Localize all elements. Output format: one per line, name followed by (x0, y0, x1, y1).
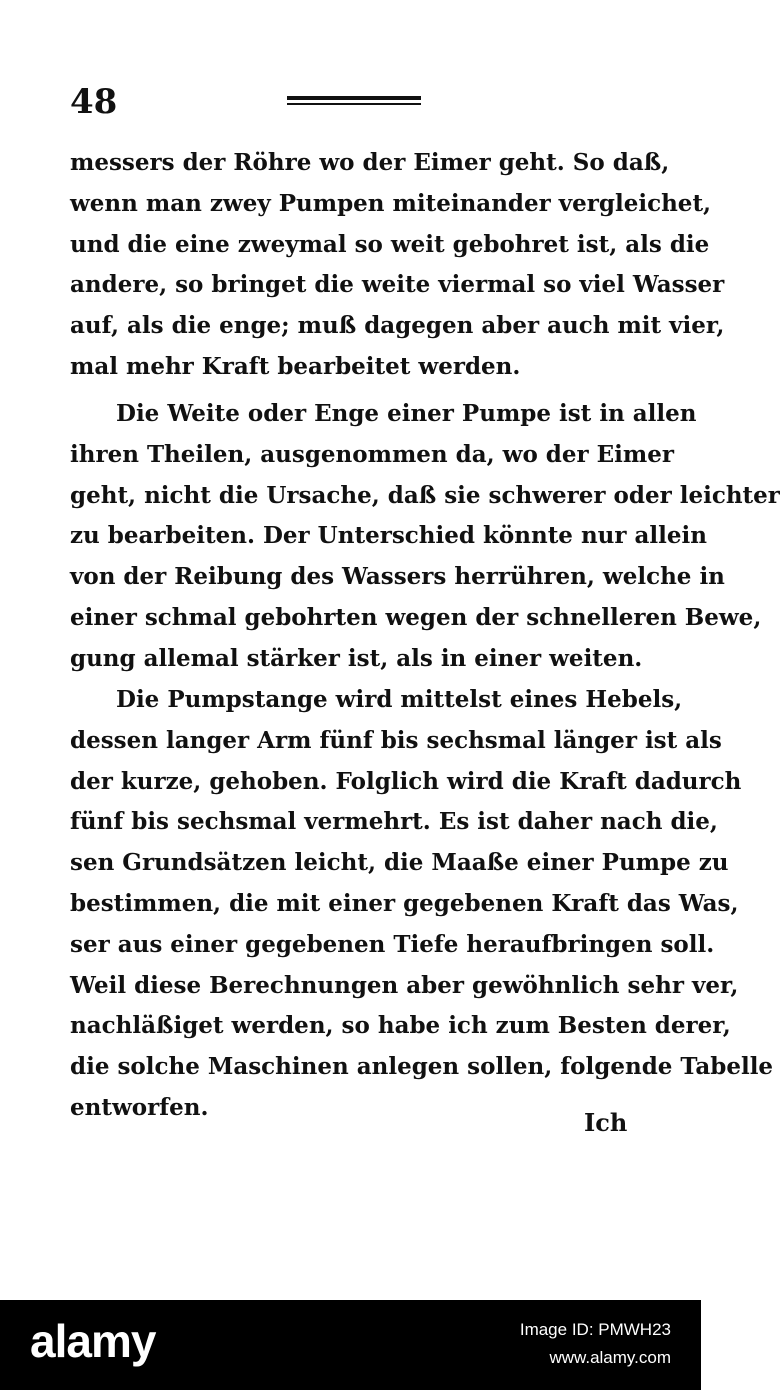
text-line: dessen langer Arm fünf bis sechsmal länger ist als (70, 726, 722, 754)
text-line: ihren Theilen, ausgenommen da, wo der Eimer (70, 440, 674, 468)
text-line: einer schmal gebohrten wegen der schnelleren Bewe, (70, 603, 762, 631)
watermark-image-id: Image ID: PMWH23 (519, 1320, 671, 1339)
paragraph-3 (70, 680, 774, 1129)
watermark-url: www.alamy.com (549, 1348, 671, 1367)
header-rule-thin (287, 103, 421, 105)
text-line: Die Pumpstange wird mittelst eines Hebels, (116, 686, 683, 713)
header-ornament-rule (287, 96, 421, 108)
text-line: gung allemal stärker ist, als in einer weiten. (70, 644, 643, 672)
paragraph-2 (70, 394, 780, 680)
text-line: die solche Maschinen anlegen sollen, folgende Tabelle (70, 1053, 774, 1081)
text-line: bestimmen, die mit einer gegebenen Kraft das Was, (70, 889, 739, 917)
text-line: von der Reibung des Wassers herrühren, welche in (70, 563, 725, 591)
text-line: Weil diese Berechnungen aber gewöhnlich sehr ver, (70, 971, 739, 999)
text-line: sen Grundsätzen leicht, die Maaße einer Pumpe zu (70, 849, 729, 877)
text-line: messers der Röhre wo der Eimer geht. So daß, (70, 149, 670, 176)
text-line: nachläßiget werden, so habe ich zum Besten derer, (70, 1012, 731, 1040)
watermark-logo: alamy (30, 1315, 156, 1367)
page-number: 48 (70, 82, 118, 122)
text-line: mal mehr Kraft bearbeitet werden. (70, 352, 521, 380)
paragraph-1 (70, 143, 725, 388)
text-line: wenn man zwey Pumpen miteinander vergleichet, (70, 189, 712, 217)
text-line: der kurze, gehoben. Folglich wird die Kraft dadurch (70, 767, 742, 795)
catchword: Ich (584, 1108, 628, 1137)
text-line: auf, als die enge; muß dagegen aber auch mit vier, (70, 312, 725, 340)
text-line: fünf bis sechsmal vermehrt. Es ist daher nach die, (70, 808, 718, 836)
text-line: andere, so bringet die weite viermal so viel Wasser (70, 271, 725, 299)
text-line: geht, nicht die Ursache, daß sie schwerer oder leichter (70, 481, 780, 509)
header-rule-thick (287, 96, 421, 100)
text-line: ser aus einer gegebenen Tiefe heraufbringen soll. (70, 930, 715, 958)
text-line: zu bearbeiten. Der Unterschied könnte nur allein (70, 522, 707, 550)
text-line: und die eine zweymal so weit gebohret ist, als die (70, 230, 710, 258)
text-line: entworfen. (70, 1093, 209, 1121)
watermark-footer (0, 1300, 701, 1390)
text-line: Die Weite oder Enge einer Pumpe ist in allen (116, 400, 697, 427)
